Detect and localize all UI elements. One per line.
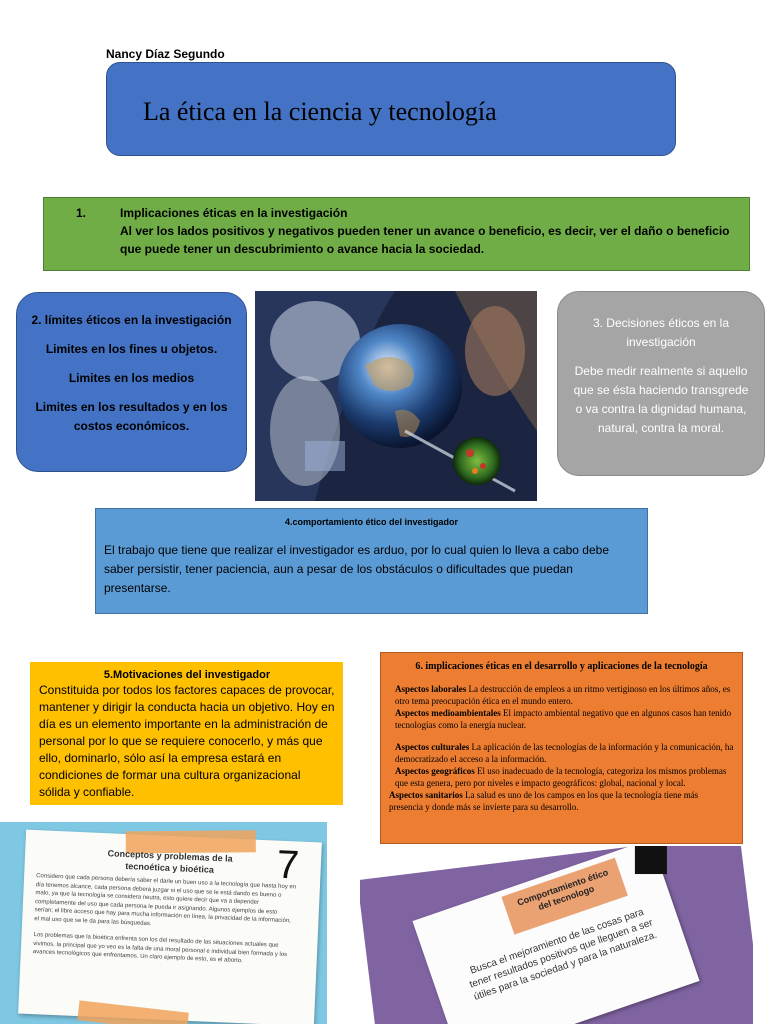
paragraph: Considero que cada persona debería saber el darle un buen uso a la tecnología que hasta hoy en día tenemos alcance, cada persona deberá juzgar si el uso que se le está dando es bueno o malo, ya que la tecnología se considera neutra, esto quiere decir que va a depender completamente del uso que cada persona le pueda ir asignando. Algunos ejemplos de esto serían; el libre acceso que hay para mucha información en línea, la privacidad de la información, el mal uso que se le da para las búsquedas. bbox=[34, 873, 297, 927]
section-body: Al ver los lados positivos y negativos pueden tener un avance o beneficio, es decir, ver el daño o beneficio que puede tener un descubrimiento o avance hacia la sociedad. bbox=[120, 224, 730, 256]
section-limites bbox=[16, 292, 247, 472]
list-item bbox=[395, 707, 734, 731]
list-item bbox=[395, 765, 734, 789]
author-name: Nancy Díaz Segundo bbox=[106, 47, 225, 61]
science-collage-image bbox=[255, 291, 537, 501]
card-body bbox=[32, 872, 298, 976]
item-label: Aspectos geográficos bbox=[395, 766, 475, 776]
title-banner bbox=[106, 62, 676, 156]
item-text: El impacto ambiental negativo que en algunos casos han tenido tecnologías como la energía nuclear. bbox=[395, 708, 732, 730]
paragraph: Los problemas que la bioética enfrenta son los del resultado de las situaciones actuales que vivimos, la principal que yo veo es la falta de una moral personal e individual bien formada y los avances tecnológicos que enfrentamos. Un claro ejemplo de esto, es el aborto. bbox=[32, 932, 288, 965]
black-square-icon bbox=[635, 846, 667, 874]
page-title: La ética en la ciencia y tecnología bbox=[143, 97, 497, 126]
section-comportamiento bbox=[95, 508, 648, 614]
collage-illustration bbox=[255, 291, 537, 501]
list-item: Limites en los medios bbox=[68, 371, 195, 385]
item-text: El uso inadecuado de la tecnología, categoriza los mismos problemas que esta genera, pero por niveles e impacto geográficos: global, nacional y local. bbox=[395, 766, 727, 788]
item-label: Aspectos sanitarios bbox=[389, 790, 463, 800]
item-text: La salud es uno de los campos en los que la tecnología tiene más presencia y donde más se invierte para su desarrollo. bbox=[389, 790, 699, 812]
section-heading: Implicaciones éticas en la investigación bbox=[120, 206, 348, 220]
section-implicaciones bbox=[43, 197, 750, 271]
card-number: 7 bbox=[275, 842, 301, 888]
item-label: Aspectos medioambientales bbox=[395, 708, 501, 718]
card-tecnologo bbox=[360, 846, 753, 1024]
list-item: Limites en los resultados y en los costos económicos. bbox=[35, 400, 228, 433]
section-heading: 5.Motivaciones del investigador bbox=[103, 669, 271, 681]
section-heading: 4.comportamiento ético del investigador bbox=[284, 517, 459, 527]
section-motivaciones bbox=[30, 662, 343, 805]
list-item: Limites en los fines u objetos. bbox=[45, 342, 218, 356]
card-title: Comportamiento ético del tecnologo bbox=[515, 867, 610, 913]
paper-note bbox=[18, 830, 322, 1024]
section-heading: 6. implicaciones éticas en el desarrollo y aplicaciones de la tecnología bbox=[415, 661, 708, 672]
item-label: Aspectos laborales bbox=[395, 684, 467, 694]
section-heading: 2. límites éticos en la investigación bbox=[31, 313, 232, 327]
section-body: Constituida por todos los factores capaces de provocar, mantener y dirigir la conducta hacia un objetivo. Hoy en día es un elemento importante en la administración de personal por lo que se requiere conocerlo, y más que ello, dominarlo, sólo así la empresa estará en condiciones de formar una cultura organizacional sólida y confiable. bbox=[39, 683, 335, 799]
section-decisiones bbox=[557, 291, 765, 476]
section-body: El trabajo que tiene que realizar el investigador es arduo, por lo cual quien lo lleva a cabo debe saber persistir, tener paciencia, aun a pesar de los obstáculos o dificultades que puedan presentarse. bbox=[104, 543, 609, 595]
section-tecnologia bbox=[380, 652, 743, 844]
item-text: La aplicación de las tecnologías de la información y la comunicación, ha democratizado el acceso a la información. bbox=[395, 742, 734, 764]
list-item bbox=[389, 789, 734, 813]
item-text: La destrucción de empleos a un ritmo vertiginoso en los últimos años, es otro tema preocupación ética en el mundo entero. bbox=[395, 684, 731, 706]
list-item bbox=[395, 741, 734, 765]
card-tecnoetica bbox=[0, 822, 327, 1024]
cell-sphere bbox=[453, 437, 501, 485]
list-item bbox=[395, 683, 734, 707]
section-body: Debe medir realmente si aquello que se ésta haciendo transgrede o va contra la dignidad humana, natural, contra la moral. bbox=[573, 364, 749, 435]
card-body: Busca el mejoramiento de las cosas para tener resultados positivos que lleguen a ser útiles para la sociedad y para la naturaleza. bbox=[468, 906, 659, 1003]
item-label: Aspectos culturales bbox=[395, 742, 470, 752]
card-title: Conceptos y problemas de la tecnoética y bioética bbox=[107, 848, 233, 875]
section-heading: 3. Decisiones éticos en la investigación bbox=[592, 316, 730, 349]
section-number: 1. bbox=[76, 206, 87, 220]
tape-decoration bbox=[77, 1000, 189, 1024]
